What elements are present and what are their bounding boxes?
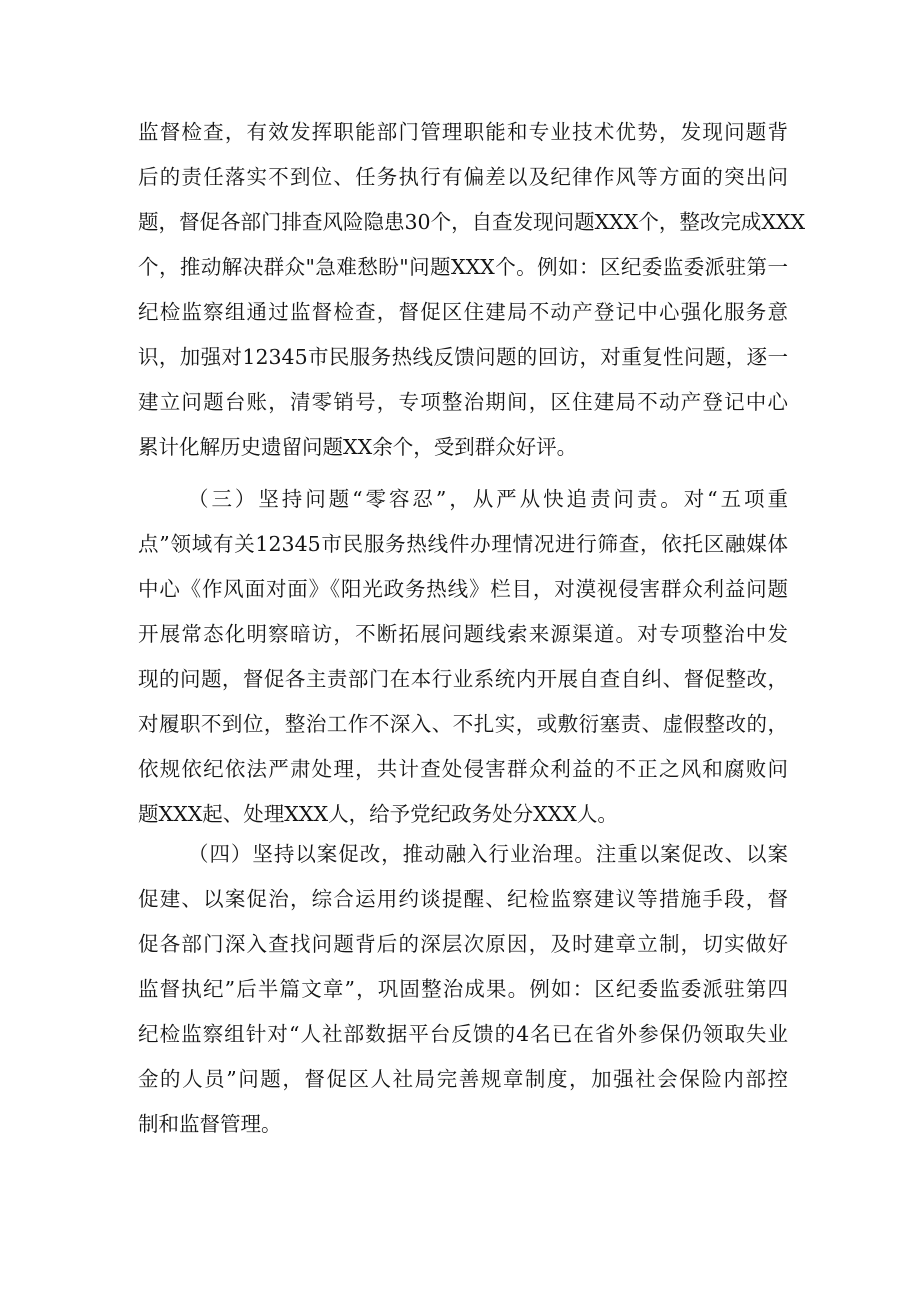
text-line: 累计化解历史遗留问题XX余个，受到群众好评。 (138, 435, 578, 459)
text-line: （四）坚持以案促改，推动融入行业治理。注重以案促改、以案 (188, 842, 788, 866)
text-line: 后的责任落实不到位、任务执行有偏差以及纪律作风等方面的突出问 (138, 165, 788, 189)
text-line: 开展常态化明察暗访，不断拓展问题线索来源渠道。对专项整治中发 (138, 622, 788, 646)
text-line: 对履职不到位，整治工作不深入、不扎实，或敷衍塞责、虚假整改的， (138, 712, 788, 736)
text-line: 促各部门深入查找问题背后的深层次原因，及时建章立制，切实做好 (138, 932, 788, 956)
text-line: 题XXX起、处理XXX人，给予党纪政务处分XXX人。 (138, 802, 618, 826)
text-line: 点”领域有关12345市民服务热线件办理情况进行筛查，依托区融媒体 (138, 532, 788, 556)
text-line: 纪检监察组针对“人社部数据平台反馈的4名已在省外参保仍领取失业 (138, 1022, 788, 1046)
text-line: 中心《作风面对面》《阳光政务热线》栏目，对漠视侵害群众利益问题 (138, 577, 788, 601)
text-line: 监督执纪”后半篇文章”，巩固整治成果。例如：区纪委监委派驻第四 (138, 977, 788, 1001)
text-line: 监督检查，有效发挥职能部门管理职能和专业技术优势，发现问题背 (138, 120, 788, 144)
text-line: 识，加强对12345市民服务热线反馈问题的回访，对重复性问题，逐一 (138, 345, 788, 369)
text-line: 个，推动解决群众"急难愁盼"问题XXX个。例如：区纪委监委派驻第一 (138, 255, 788, 279)
text-line: 依规依纪依法严肃处理，共计查处侵害群众利益的不正之风和腐败问 (138, 757, 788, 781)
text-line: 制和监督管理。 (138, 1112, 282, 1136)
text-line: 现的问题，督促各主责部门在本行业系统内开展自查自纠、督促整改， (138, 667, 788, 691)
text-line: 建立问题台账，清零销号，专项整治期间，区住建局不动产登记中心 (138, 390, 788, 414)
text-line: 金的人员”问题，督促区人社局完善规章制度，加强社会保险内部控 (138, 1067, 788, 1091)
text-line: 纪检监察组通过监督检查，督促区住建局不动产登记中心强化服务意 (138, 300, 788, 324)
text-line: 题，督促各部门排查风险隐患30个，自查发现问题XXX个，整改完成XXX (138, 210, 806, 234)
text-line: （三）坚持问题“零容忍”，从严从快追责问责。对“五项重 (188, 487, 788, 511)
text-line: 促建、以案促治，综合运用约谈提醒、纪检监察建议等措施手段，督 (138, 887, 788, 911)
